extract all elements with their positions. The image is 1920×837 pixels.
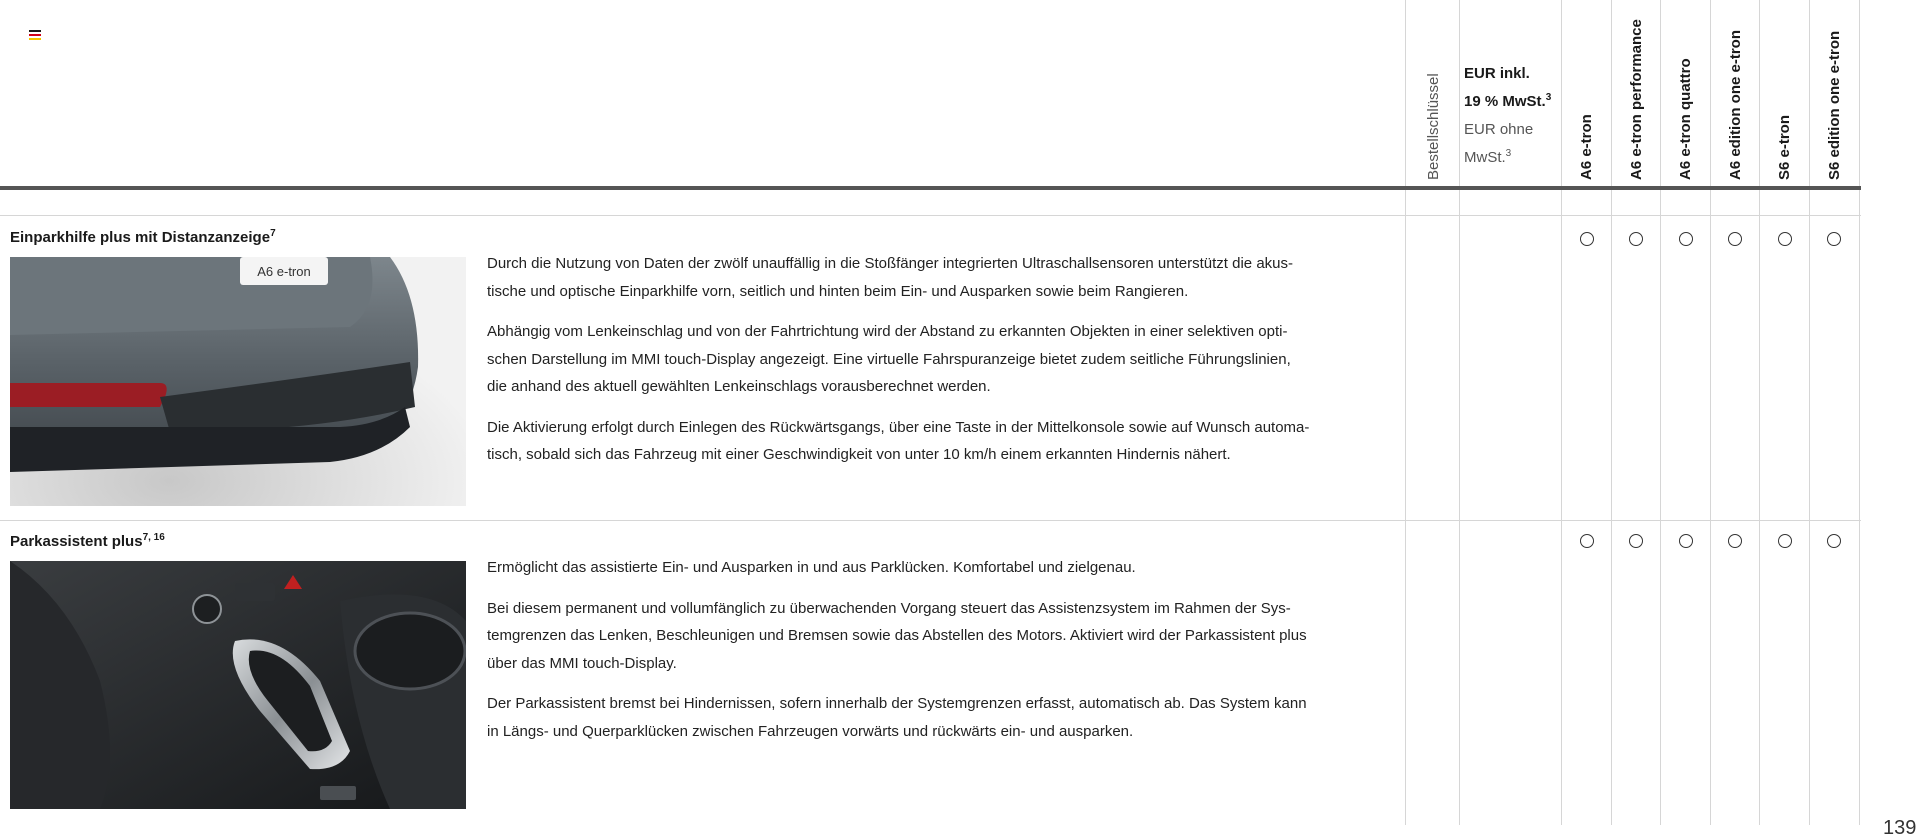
page-number: 139 bbox=[1883, 817, 1917, 837]
availability-optional-icon bbox=[1629, 232, 1643, 246]
price-incl-line1: EUR inkl. bbox=[1464, 65, 1530, 82]
grid-line bbox=[1710, 0, 1711, 825]
grid-line bbox=[1459, 0, 1460, 825]
column-header-price bbox=[1464, 60, 1564, 172]
price-incl-line2: 19 % MwSt. bbox=[1464, 93, 1546, 110]
grid-line bbox=[1809, 0, 1810, 825]
availability-optional-icon bbox=[1778, 534, 1792, 548]
availability-optional-icon bbox=[1778, 232, 1792, 246]
availability-optional-icon bbox=[1827, 534, 1841, 548]
column-header-order-key: Bestellschlüssel bbox=[1425, 73, 1442, 180]
availability-optional-icon bbox=[1728, 534, 1742, 548]
availability-optional-icon bbox=[1679, 534, 1693, 548]
flag-icon bbox=[29, 30, 41, 40]
column-header-s6-edition-one: S6 edition one e-tron bbox=[1826, 30, 1843, 180]
availability-optional-icon bbox=[1580, 232, 1594, 246]
availability-optional-icon bbox=[1728, 232, 1742, 246]
rear-bumper-photo bbox=[10, 257, 466, 506]
section-title-park-distance: Einparkhilfe plus mit Distanzanzeige$^7$ bbox=[10, 228, 276, 246]
column-header-s6-etron: S6 e-tron bbox=[1776, 114, 1793, 180]
paragraph: Durch die Nutzung von Daten der zwölf unauffällig in die Stoßfänger integrierten Ultraschallsensoren unterstützt die akus- tische und optische Einparkhilfe vorn, seitlich und hinten beim Ein- und Ausparken sowie beim Rangieren. bbox=[487, 255, 1293, 300]
license-plate-text: A6 e-tron bbox=[257, 264, 311, 279]
price-excl-line2: MwSt. bbox=[1464, 149, 1506, 166]
column-header-a6-edition-one: A6 edition one e-tron bbox=[1727, 30, 1744, 180]
section-description bbox=[487, 250, 1392, 482]
grid-line bbox=[1405, 0, 1406, 825]
availability-optional-icon bbox=[1580, 534, 1594, 548]
header-rule bbox=[0, 186, 1861, 190]
row-divider bbox=[0, 520, 1861, 521]
grid-line bbox=[1660, 0, 1661, 825]
paragraph: Ermöglicht das assistierte Ein- und Ausparken in und aus Parklücken. Komfortabel und zielgenau. bbox=[487, 559, 1136, 576]
title-footnote: 7 bbox=[270, 228, 276, 239]
grid-line bbox=[1859, 0, 1860, 825]
availability-optional-icon bbox=[1679, 232, 1693, 246]
section-title-park-assist: Parkassistent plus$^{7, 16}$ bbox=[10, 532, 165, 550]
grid-line bbox=[1759, 0, 1760, 825]
price-excl-footnote: 3 bbox=[1505, 148, 1512, 159]
price-incl-footnote: 3 bbox=[1545, 92, 1552, 103]
grid-line bbox=[1611, 0, 1612, 825]
center-console-photo bbox=[10, 561, 466, 809]
row-divider bbox=[0, 215, 1861, 216]
paragraph: Der Parkassistent bremst bei Hindernissen, sofern innerhalb der Systemgrenzen erfasst, automatisch ab. Das System kann in Längs- und Querparklücken zwischen Fahrzeugen vorwärts und rückwärts ein- und ausparken. bbox=[487, 695, 1307, 740]
price-excl-line1: EUR ohne bbox=[1464, 121, 1534, 138]
column-header-a6-etron: A6 e-tron bbox=[1578, 114, 1595, 180]
column-header-a6-etron-quattro: A6 e-tron quattro bbox=[1677, 58, 1694, 180]
column-header-a6-etron-performance: A6 e-tron performance bbox=[1628, 19, 1645, 180]
paragraph: Abhängig vom Lenkeinschlag und von der Fahrtrichtung wird der Abstand zu erkannten Objekten in einer selektiven opti- schen Darstellung im MMI touch-Display angezeigt. Eine virtuelle Fahrspuranzeige bietet zudem seitliche Führungslinien, die anhand des aktuell gewählten Lenkeinschlags vorausberechnet werden. bbox=[487, 323, 1291, 395]
section-description bbox=[487, 554, 1392, 758]
availability-optional-icon bbox=[1629, 534, 1643, 548]
title-footnote: 7, 16 bbox=[142, 532, 165, 543]
availability-optional-icon bbox=[1827, 232, 1841, 246]
paragraph: Die Aktivierung erfolgt durch Einlegen des Rückwärtsgangs, über eine Taste in der Mittelkonsole sowie auf Wunsch automa- tisch, sobald sich das Fahrzeug mit einer Geschwindigkeit von unter 10 km/h einem erkannten Hindernis nähert. bbox=[487, 418, 1310, 463]
paragraph: Bei diesem permanent und vollumfänglich zu überwachenden Vorgang steuert das Assistenzsystem im Rahmen der Sys- temgrenzen das Lenken, Beschleunigen und Bremsen sowie das Abstellen des Motors. Aktiviert wird der Parkassistent plus über das MMI touch-Display. bbox=[487, 599, 1307, 672]
